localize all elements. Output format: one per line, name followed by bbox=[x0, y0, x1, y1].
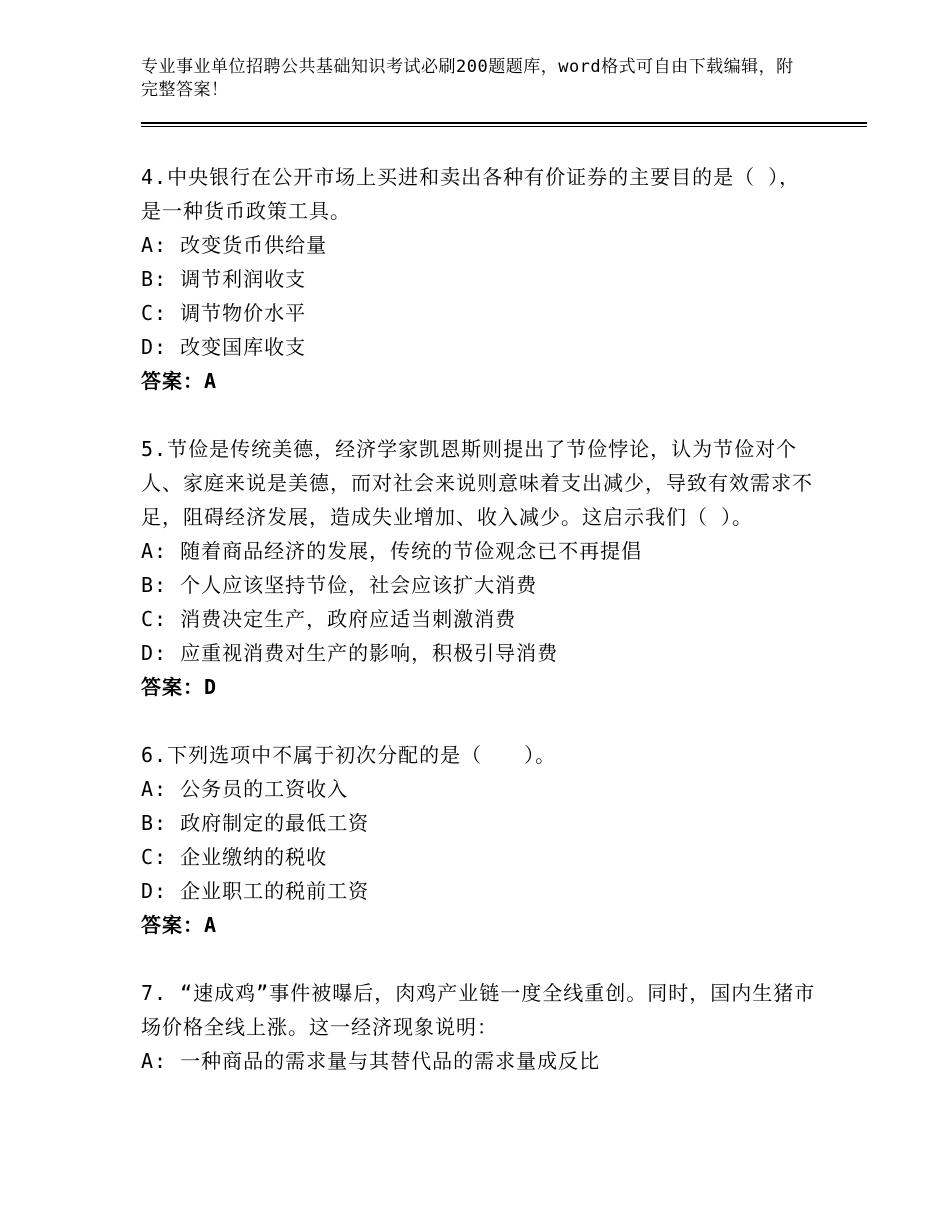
header-divider-thick bbox=[141, 122, 867, 124]
question-text: 6.下列选项中不属于初次分配的是（ ）。 bbox=[141, 743, 557, 767]
option-d: D: 改变国库收支 bbox=[141, 335, 307, 359]
question-6 bbox=[141, 738, 821, 942]
question-list bbox=[141, 160, 821, 1078]
option-b: B: 政府制定的最低工资 bbox=[141, 811, 370, 835]
option-b: B: 个人应该坚持节俭，社会应该扩大消费 bbox=[141, 573, 538, 597]
question-4 bbox=[141, 160, 821, 398]
option-c: C: 调节物价水平 bbox=[141, 301, 307, 325]
question-text: 4.中央银行在公开市场上买进和卖出各种有价证券的主要目的是（ ），是一种货币政策工具。 bbox=[141, 165, 801, 223]
option-c: C: 企业缴纳的税收 bbox=[141, 845, 328, 869]
question-text: 7. “速成鸡”事件被曝后，肉鸡产业链一度全线重创。同时，国内生猪市场价格全线上涨。这一经济现象说明： bbox=[141, 981, 816, 1039]
answer-label: 答案：A bbox=[141, 913, 218, 937]
document-header: 专业事业单位招聘公共基础知识考试必刷200题题库，word格式可自由下载编辑，附完整答案！ bbox=[141, 57, 794, 100]
answer-label: 答案：A bbox=[141, 369, 218, 393]
header-divider-thin bbox=[141, 126, 867, 127]
option-a: A: 随着商品经济的发展，传统的节俭观念已不再提倡 bbox=[141, 539, 643, 563]
spacer bbox=[141, 704, 821, 738]
spacer bbox=[141, 398, 821, 432]
option-d: D: 企业职工的税前工资 bbox=[141, 879, 370, 903]
option-a: A: 公务员的工资收入 bbox=[141, 777, 349, 801]
question-7 bbox=[141, 976, 821, 1078]
question-5 bbox=[141, 432, 821, 704]
option-b: B: 调节利润收支 bbox=[141, 267, 307, 291]
option-a: A: 一种商品的需求量与其替代品的需求量成反比 bbox=[141, 1049, 601, 1073]
option-d: D: 应重视消费对生产的影响，积极引导消费 bbox=[141, 641, 559, 665]
option-a: A: 改变货币供给量 bbox=[141, 233, 328, 257]
answer-label: 答案：D bbox=[141, 675, 218, 699]
question-text: 5.节俭是传统美德，经济学家凯恩斯则提出了节俭悖论，认为节俭对个人、家庭来说是美德，而对社会来说则意味着支出减少，导致有效需求不足，阻碍经济发展，造成失业增加、收入减少。这启示我们（ ）。 bbox=[141, 437, 813, 529]
option-c: C: 消费决定生产，政府应适当刺激消费 bbox=[141, 607, 517, 631]
spacer bbox=[141, 942, 821, 976]
